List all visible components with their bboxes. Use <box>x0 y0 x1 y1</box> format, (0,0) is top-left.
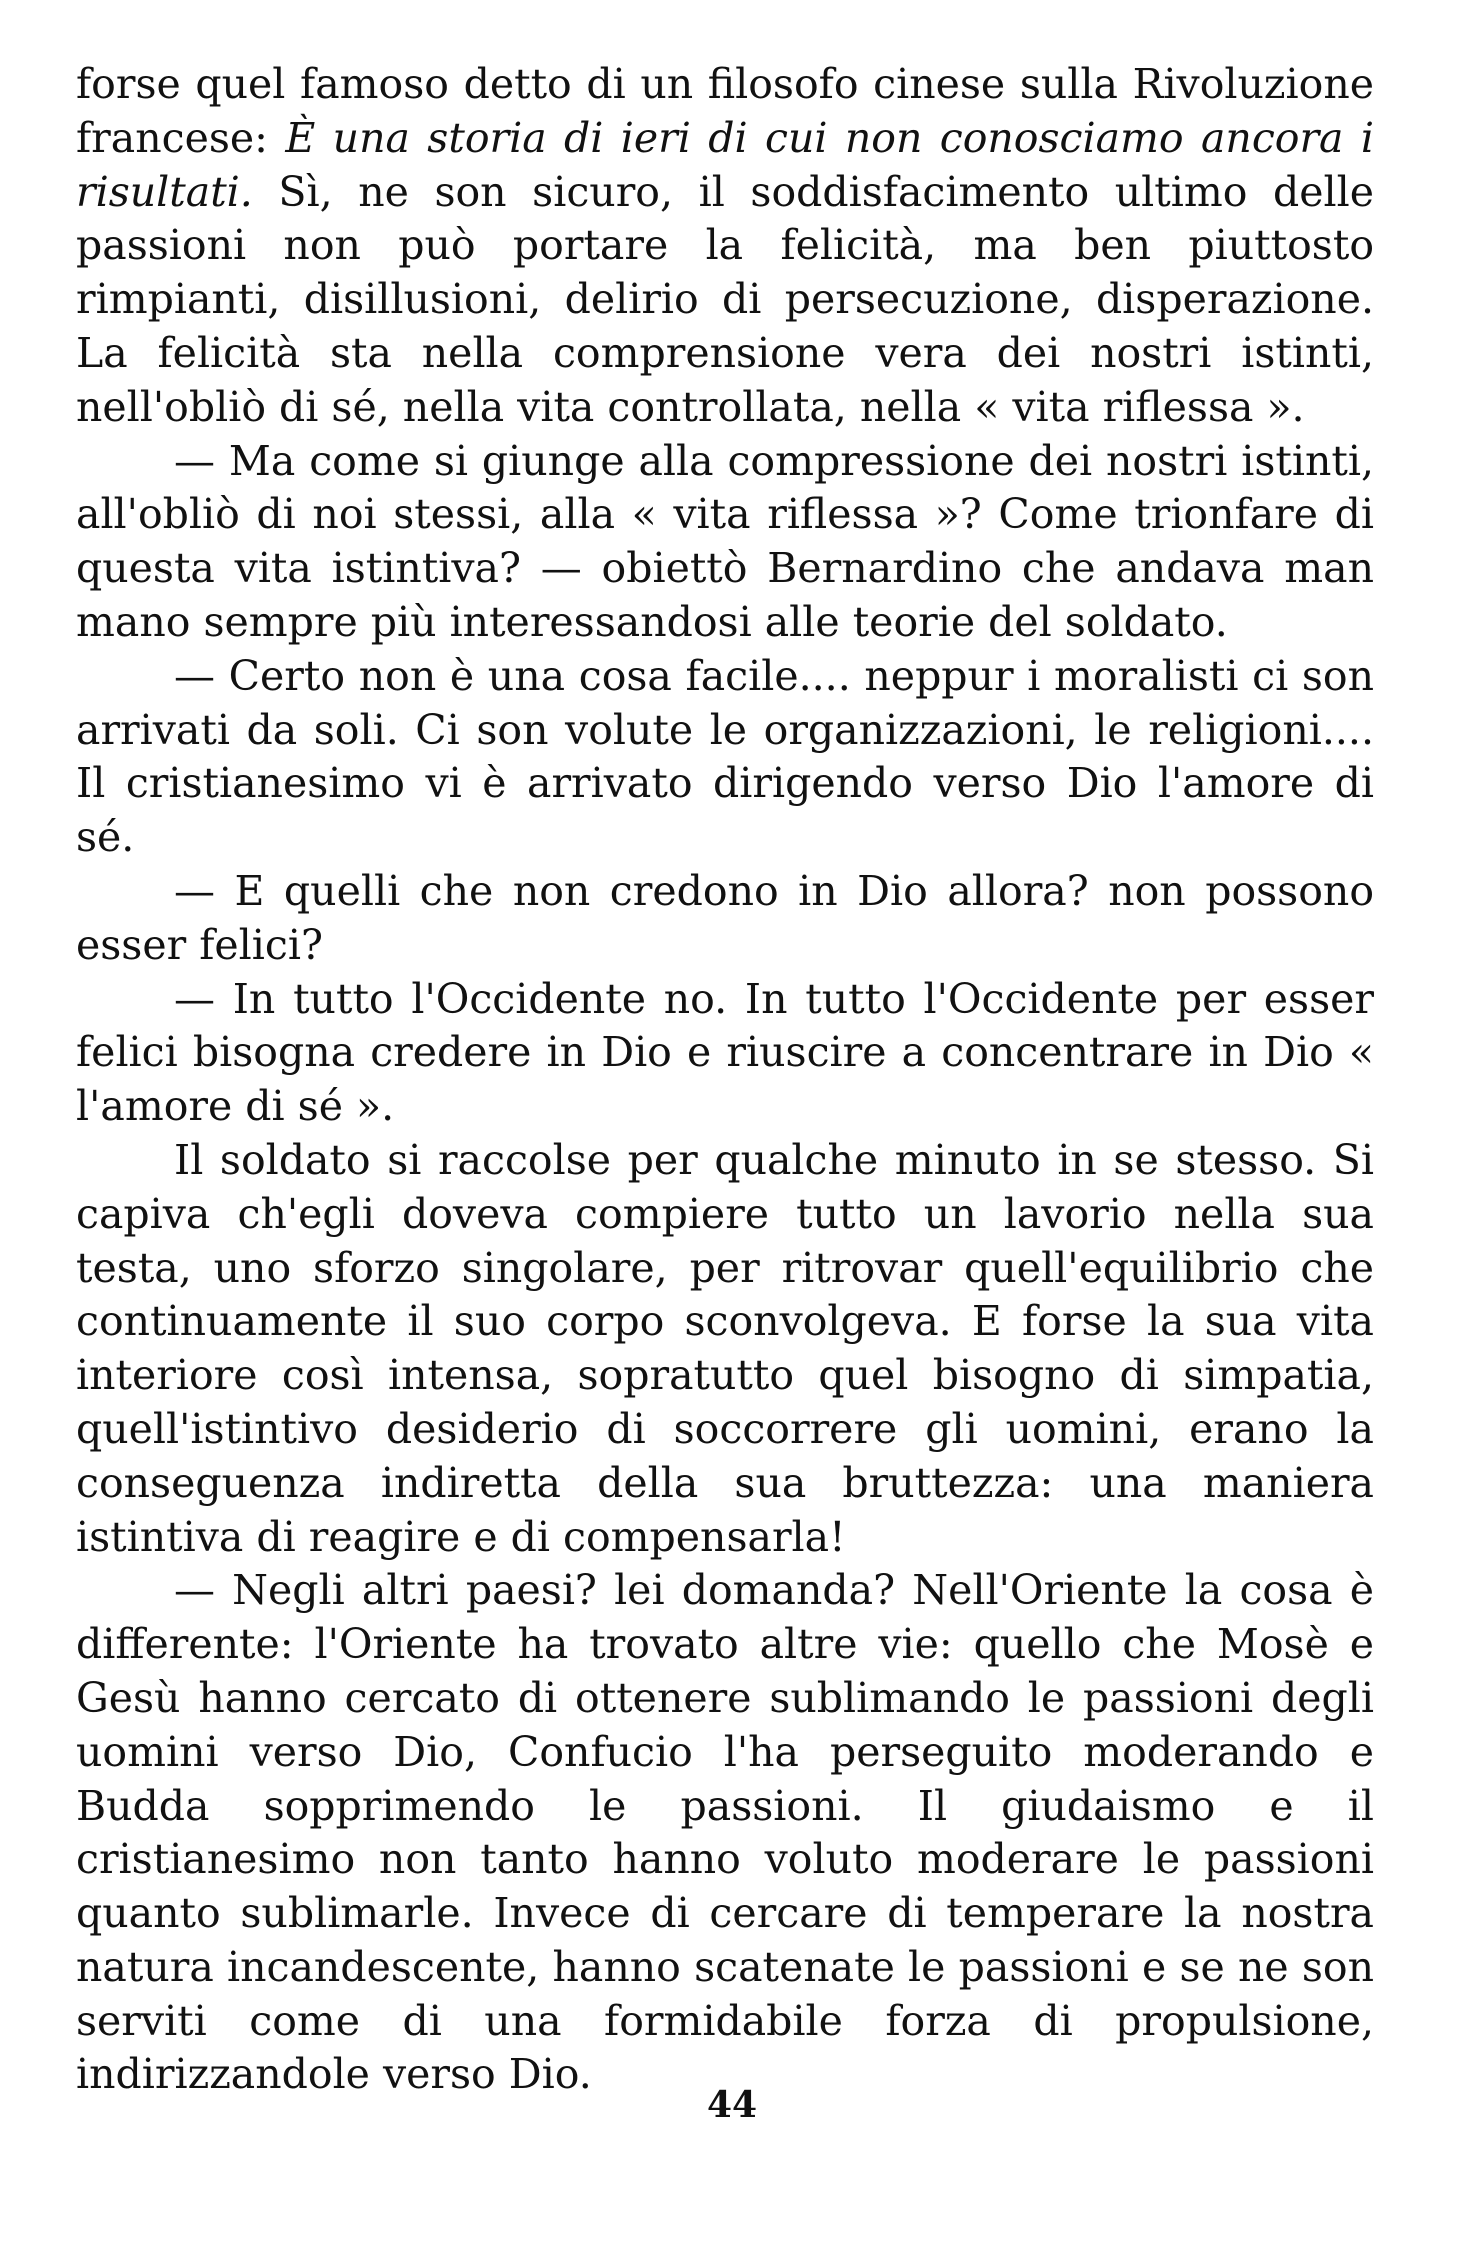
paragraph <box>76 650 1374 865</box>
paragraph-text: — Ma come si giunge alla compressione dei nostri istinti, all'obliò di noi stessi, alla « vita riflessa »? Come trionfare di questa vita istintiva? — obiettò Bernardino che andava man mano sempre più interessandosi alle teorie del soldato. <box>76 436 1374 646</box>
page-number: 44 <box>706 2084 758 2126</box>
italic-quote: È una storia di ieri di cui non conosciamo ancora i risultati. <box>76 113 1374 216</box>
paragraph-text: — E quelli che non credono in Dio allora? non possono esser felici? <box>76 866 1374 969</box>
paragraph <box>76 1564 1374 2102</box>
paragraph-text: forse quel famoso detto di un filosofo cinese sulla Rivoluzione francese: <box>76 60 1374 162</box>
paragraph-text: — Negli altri paesi? lei domanda? Nell'Oriente la cosa è differente: l'Oriente ha trovato altre vie: quello che Mosè e Gesù hanno cercato di ottenere sublimando le passioni degli uomini verso Dio, Confucio l'ha perseguito moderando e Budda sopprimendo le passioni. Il giudaismo e il cristianesimo non tanto hanno voluto moderare le passioni quanto sublimarle. Invece di cercare di temperare la nostra natura incandescente, hanno scatenate le passioni e se ne son serviti come di una formidabile forza di propulsione, indirizzandole verso Dio. <box>76 1566 1374 2099</box>
paragraph <box>76 58 1374 435</box>
paragraph <box>76 865 1374 973</box>
paragraph-text: Il soldato si raccolse per qualche minuto in se stesso. Si capiva ch'egli doveva compiere tutto un lavorio nella sua testa, uno sforzo singolare, per ritrovar quell'equilibrio che continuamente il suo corpo sconvolgeva. E forse la sua vita interiore così intensa, sopratutto quel bisogno di simpatia, quell'istintivo desiderio di soccorrere gli uomini, erano la conseguenza indiretta della sua bruttezza: una maniera istintiva di reagire e di compensarla! <box>76 1135 1374 1561</box>
body-text <box>76 58 1374 2102</box>
paragraph-text: — Certo non è una cosa facile.... neppur i moralisti ci son arrivati da soli. Ci son volute le organizzazioni, le religioni.... Il cristianesimo vi è arrivato dirigendo verso Dio l'amore di sé. <box>76 651 1374 862</box>
paragraph-text: — In tutto l'Occidente no. In tutto l'Occidente per esser felici bisogna credere in Dio e riuscire a concentrare in Dio « l'amore di sé ». <box>76 974 1374 1131</box>
paragraph <box>76 435 1374 650</box>
paragraph <box>76 1134 1374 1564</box>
paragraph-text: Sì, ne son sicuro, il soddisfacimento ultimo delle passioni non può portare la felicità, ma ben piuttosto rimpianti, disillusioni, delirio di persecuzione, disperazione. La felicità sta nella comprensione vera dei nostri istinti, nell'obliò di sé, nella vita controllata, nella « vita riflessa ». <box>76 167 1374 431</box>
paragraph <box>76 973 1374 1134</box>
